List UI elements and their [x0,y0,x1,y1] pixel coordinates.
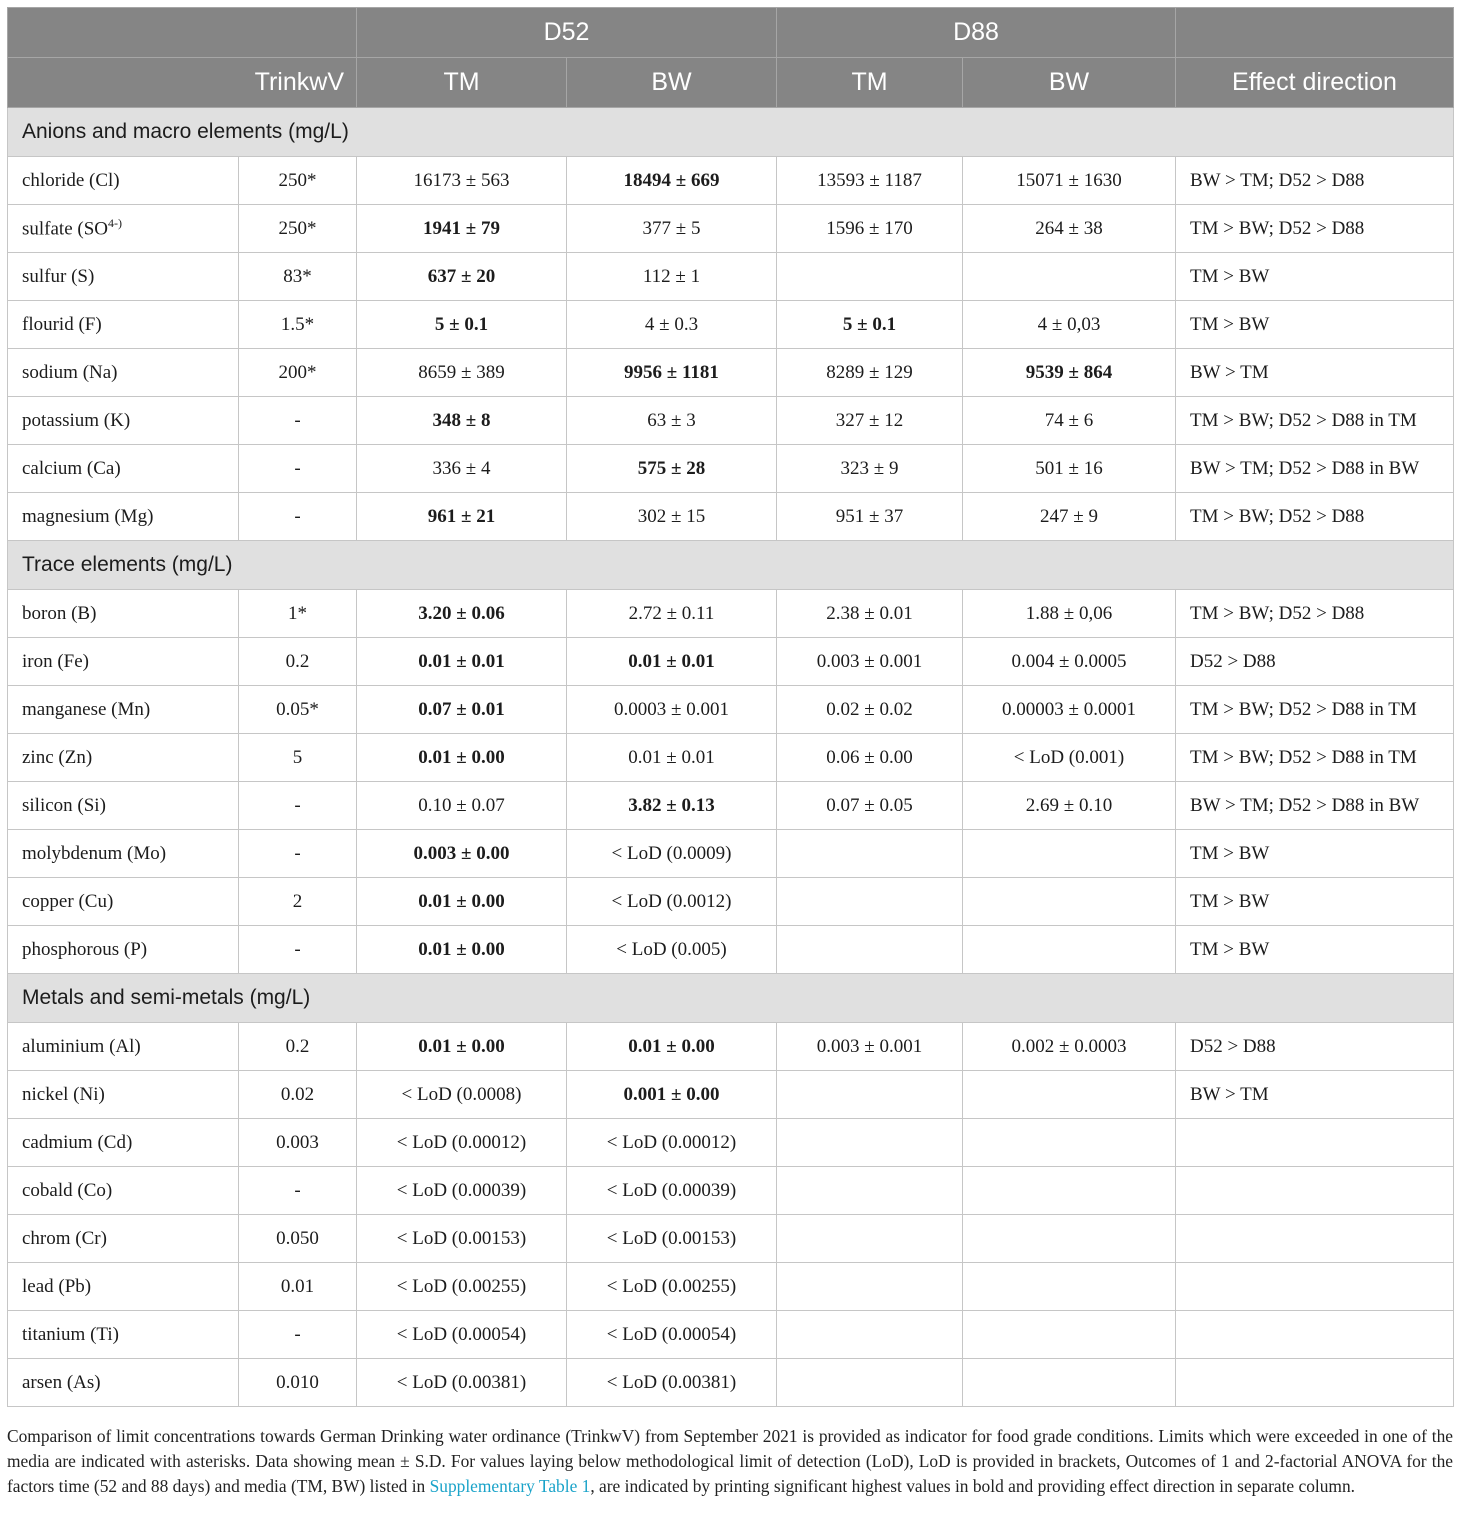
header-d88-tm: TM [777,58,963,108]
element-name-cell [8,830,239,878]
cell-effect-direction [1176,1263,1454,1311]
header-group-d52: D52 [357,8,777,58]
table-row [8,253,1454,301]
header-d88-bw: BW [963,58,1176,108]
cell-effect-direction: BW > TM [1176,349,1454,397]
element-name-cell [8,1023,239,1071]
element-name: phosphorous (P) [22,938,148,960]
table-row [8,1023,1454,1071]
cell-d88-bw: < LoD (0.001) [963,734,1176,782]
element-name-cell [8,253,239,301]
cell-d52-tm: < LoD (0.0008) [357,1071,567,1119]
cell-d52-bw: 3.82 ± 0.13 [567,782,777,830]
table-row [8,1359,1454,1407]
header-empty-cell-right [1176,8,1454,58]
cell-effect-direction [1176,1119,1454,1167]
element-name-superscript: 4-) [108,216,123,231]
table-row [8,638,1454,686]
table-row [8,1263,1454,1311]
section-header-row [8,541,1454,590]
cell-effect-direction: TM > BW; D52 > D88 in TM [1176,734,1454,782]
element-name: zinc (Zn) [22,746,93,768]
cell-trinkwv: - [239,782,357,830]
cell-d52-tm: 0.07 ± 0.01 [357,686,567,734]
cell-d88-bw [963,1119,1176,1167]
cell-d88-tm: 327 ± 12 [777,397,963,445]
cell-d88-tm: 951 ± 37 [777,493,963,541]
element-name: boron (B) [22,602,97,624]
cell-effect-direction: BW > TM; D52 > D88 in BW [1176,782,1454,830]
cell-d52-bw: 0.0003 ± 0.001 [567,686,777,734]
cell-effect-direction [1176,1215,1454,1263]
cell-effect-direction: TM > BW; D52 > D88 [1176,590,1454,638]
cell-d52-tm: < LoD (0.00054) [357,1311,567,1359]
element-name: cobald (Co) [22,1179,113,1201]
element-name: sulfur (S) [22,265,95,287]
cell-effect-direction [1176,1167,1454,1215]
cell-d88-bw [963,1359,1176,1407]
cell-d52-bw: < LoD (0.00381) [567,1359,777,1407]
cell-d88-bw [963,1071,1176,1119]
table-row [8,1215,1454,1263]
cell-d88-tm [777,1119,963,1167]
header-empty-cell [8,8,357,58]
header-effect-direction: Effect direction [1176,58,1454,108]
cell-d88-tm: 8289 ± 129 [777,349,963,397]
element-name-cell [8,157,239,205]
cell-d88-tm: 0.07 ± 0.05 [777,782,963,830]
cell-trinkwv: 0.01 [239,1263,357,1311]
section-title: Anions and macro elements (mg/L) [8,108,1454,157]
element-name: arsen (As) [22,1371,101,1393]
section-title: Metals and semi-metals (mg/L) [8,974,1454,1023]
cell-d88-tm [777,1311,963,1359]
cell-effect-direction: D52 > D88 [1176,638,1454,686]
element-name-cell [8,926,239,974]
element-name-cell [8,1359,239,1407]
cell-d88-bw: 15071 ± 1630 [963,157,1176,205]
element-name-cell [8,638,239,686]
element-name: nickel (Ni) [22,1083,105,1105]
element-name: sodium (Na) [22,361,118,383]
cell-d52-tm: < LoD (0.00381) [357,1359,567,1407]
cell-d52-tm: 961 ± 21 [357,493,567,541]
element-name-cell [8,349,239,397]
cell-d52-bw: 0.01 ± 0.01 [567,734,777,782]
cell-d52-bw: 18494 ± 669 [567,157,777,205]
cell-d88-tm [777,253,963,301]
table-row [8,349,1454,397]
cell-d88-tm [777,1167,963,1215]
cell-d52-bw: 112 ± 1 [567,253,777,301]
table-container [7,7,1453,1407]
header-trinkwv: TrinkwV [8,58,357,108]
cell-d88-tm: 5 ± 0.1 [777,301,963,349]
cell-trinkwv: - [239,830,357,878]
table-row [8,1119,1454,1167]
cell-trinkwv: 0.050 [239,1215,357,1263]
cell-d52-bw: 0.01 ± 0.01 [567,638,777,686]
element-name: lead (Pb) [22,1275,92,1297]
element-name: molybdenum (Mo) [22,842,167,864]
caption-text-end: , are indicated by printing significant highest values in bold and providing effect direction in separate column. [590,1476,1355,1496]
cell-effect-direction: TM > BW [1176,253,1454,301]
cell-trinkwv: 0.2 [239,1023,357,1071]
cell-d88-bw: 247 ± 9 [963,493,1176,541]
cell-effect-direction: BW > TM; D52 > D88 [1176,157,1454,205]
table-row [8,782,1454,830]
table-row [8,878,1454,926]
element-name-cell [8,205,239,253]
cell-trinkwv: 1.5* [239,301,357,349]
element-name-cell [8,1215,239,1263]
cell-d52-tm: 336 ± 4 [357,445,567,493]
cell-d52-tm: 3.20 ± 0.06 [357,590,567,638]
cell-d88-tm: 0.003 ± 0.001 [777,1023,963,1071]
cell-d88-bw: 0.004 ± 0.0005 [963,638,1176,686]
cell-d52-bw: < LoD (0.00039) [567,1167,777,1215]
element-name-cell [8,1167,239,1215]
cell-d52-tm: 0.01 ± 0.01 [357,638,567,686]
cell-d88-bw: 9539 ± 864 [963,349,1176,397]
element-name-cell [8,686,239,734]
cell-d88-bw: 2.69 ± 0.10 [963,782,1176,830]
cell-d52-tm: 0.01 ± 0.00 [357,878,567,926]
cell-trinkwv: 250* [239,205,357,253]
element-name: manganese (Mn) [22,698,151,720]
cell-d88-bw [963,830,1176,878]
cell-d52-tm: 0.01 ± 0.00 [357,734,567,782]
cell-trinkwv: 0.010 [239,1359,357,1407]
element-name: aluminium (Al) [22,1035,141,1057]
cell-d52-bw: < LoD (0.00012) [567,1119,777,1167]
cell-d88-bw [963,926,1176,974]
cell-trinkwv: 1* [239,590,357,638]
cell-trinkwv: 200* [239,349,357,397]
cell-trinkwv: - [239,493,357,541]
cell-d88-tm: 0.003 ± 0.001 [777,638,963,686]
cell-trinkwv: 5 [239,734,357,782]
element-name: magnesium (Mg) [22,505,154,527]
element-concentration-table [7,7,1454,1407]
cell-d88-bw [963,1215,1176,1263]
cell-trinkwv: 0.05* [239,686,357,734]
table-row [8,397,1454,445]
cell-d52-bw: 575 ± 28 [567,445,777,493]
table-row [8,1311,1454,1359]
cell-d88-tm: 0.02 ± 0.02 [777,686,963,734]
cell-d52-tm: 0.01 ± 0.00 [357,1023,567,1071]
element-name: copper (Cu) [22,890,114,912]
cell-trinkwv: 2 [239,878,357,926]
cell-d52-bw: 0.01 ± 0.00 [567,1023,777,1071]
caption-text: Comparison of limit concentrations towards German Drinking water ordinance (TrinkwV) from September 2021 is provided as indicator for food grade conditions. Limits which were exceeded in one of the media are indicated with asterisks. Data showing mean ± S.D. For values laying below methodological limit of detection (LoD), LoD is provided in brackets, Outcomes of 1 and 2-factorial ANOVA for the factors time (52 and 88 days) and media (TM, BW) listed in [7,1426,1453,1496]
header-d52-bw: BW [567,58,777,108]
cell-d52-bw: < LoD (0.0012) [567,878,777,926]
cell-d52-bw: 2.72 ± 0.11 [567,590,777,638]
element-name-cell [8,1263,239,1311]
element-name: potassium (K) [22,409,131,431]
table-row [8,301,1454,349]
cell-d52-bw: < LoD (0.00153) [567,1215,777,1263]
table-row [8,493,1454,541]
cell-trinkwv: - [239,926,357,974]
element-name-cell [8,397,239,445]
cell-d52-tm: 5 ± 0.1 [357,301,567,349]
cell-trinkwv: - [239,397,357,445]
cell-d52-bw: 9956 ± 1181 [567,349,777,397]
cell-effect-direction: TM > BW [1176,301,1454,349]
element-name: chloride (Cl) [22,169,120,191]
element-name-cell [8,782,239,830]
cell-d52-tm: < LoD (0.00012) [357,1119,567,1167]
cell-effect-direction [1176,1311,1454,1359]
cell-effect-direction: TM > BW; D52 > D88 in TM [1176,686,1454,734]
table-row [8,734,1454,782]
cell-d52-tm: < LoD (0.00255) [357,1263,567,1311]
cell-d52-bw: < LoD (0.005) [567,926,777,974]
cell-d88-tm: 0.06 ± 0.00 [777,734,963,782]
element-name: cadmium (Cd) [22,1131,133,1153]
element-name: chrom (Cr) [22,1227,107,1249]
cell-d88-tm [777,926,963,974]
cell-d88-tm [777,1359,963,1407]
section-header-row [8,108,1454,157]
table-row [8,445,1454,493]
table-row [8,1071,1454,1119]
cell-d88-tm: 13593 ± 1187 [777,157,963,205]
element-name: iron (Fe) [22,650,90,672]
cell-d52-tm: 1941 ± 79 [357,205,567,253]
element-name-cell [8,734,239,782]
cell-d88-bw [963,253,1176,301]
table-row [8,157,1454,205]
element-name: silicon (Si) [22,794,106,816]
cell-d88-tm: 323 ± 9 [777,445,963,493]
cell-d88-tm: 1596 ± 170 [777,205,963,253]
table-caption [7,1424,1453,1499]
element-name-cell [8,1119,239,1167]
cell-trinkwv: 250* [239,157,357,205]
cell-d88-bw: 501 ± 16 [963,445,1176,493]
table-row [8,205,1454,253]
cell-d88-bw [963,1311,1176,1359]
section-header-row [8,974,1454,1023]
header-group-d88: D88 [777,8,1176,58]
element-name: titanium (Ti) [22,1323,119,1345]
cell-trinkwv: 83* [239,253,357,301]
cell-d88-tm [777,1263,963,1311]
cell-d88-tm [777,830,963,878]
cell-d88-bw [963,1263,1176,1311]
cell-d52-tm: 0.01 ± 0.00 [357,926,567,974]
cell-effect-direction: TM > BW; D52 > D88 [1176,205,1454,253]
header-group-row [8,8,1454,58]
cell-d52-tm: < LoD (0.00039) [357,1167,567,1215]
cell-d52-bw: 63 ± 3 [567,397,777,445]
cell-trinkwv: 0.003 [239,1119,357,1167]
table-row [8,590,1454,638]
cell-effect-direction: D52 > D88 [1176,1023,1454,1071]
cell-d52-tm: 0.003 ± 0.00 [357,830,567,878]
cell-effect-direction [1176,1359,1454,1407]
section-title: Trace elements (mg/L) [8,541,1454,590]
cell-d52-bw: < LoD (0.00054) [567,1311,777,1359]
cell-trinkwv: - [239,445,357,493]
element-name: calcium (Ca) [22,457,121,479]
cell-d88-bw: 4 ± 0,03 [963,301,1176,349]
table-row [8,686,1454,734]
header-column-row [8,58,1454,108]
supplementary-table-link[interactable]: Supplementary Table 1 [429,1476,591,1496]
element-name-cell [8,878,239,926]
cell-d52-bw: 302 ± 15 [567,493,777,541]
cell-effect-direction: BW > TM [1176,1071,1454,1119]
element-name: sulfate (SO [22,218,109,240]
table-body [8,108,1454,1407]
table-row [8,1167,1454,1215]
cell-trinkwv: 0.2 [239,638,357,686]
cell-d52-tm: < LoD (0.00153) [357,1215,567,1263]
cell-d88-tm [777,1071,963,1119]
cell-d52-tm: 8659 ± 389 [357,349,567,397]
cell-d88-tm: 2.38 ± 0.01 [777,590,963,638]
cell-d88-bw: 1.88 ± 0,06 [963,590,1176,638]
cell-d52-tm: 637 ± 20 [357,253,567,301]
table-row [8,830,1454,878]
table-header [8,8,1454,108]
cell-effect-direction: TM > BW; D52 > D88 [1176,493,1454,541]
cell-d88-tm [777,878,963,926]
cell-d52-tm: 16173 ± 563 [357,157,567,205]
cell-effect-direction: TM > BW; D52 > D88 in TM [1176,397,1454,445]
cell-trinkwv: - [239,1311,357,1359]
element-name-cell [8,1311,239,1359]
cell-d52-bw: 0.001 ± 0.00 [567,1071,777,1119]
cell-d88-bw: 0.002 ± 0.0003 [963,1023,1176,1071]
cell-d52-tm: 348 ± 8 [357,397,567,445]
element-name-cell [8,493,239,541]
cell-d88-bw: 74 ± 6 [963,397,1176,445]
element-name-cell [8,301,239,349]
cell-trinkwv: - [239,1167,357,1215]
table-row [8,926,1454,974]
cell-d52-bw: 377 ± 5 [567,205,777,253]
cell-d88-tm [777,1215,963,1263]
cell-trinkwv: 0.02 [239,1071,357,1119]
cell-d52-tm: 0.10 ± 0.07 [357,782,567,830]
cell-d52-bw: < LoD (0.00255) [567,1263,777,1311]
element-name-cell [8,445,239,493]
cell-d88-bw: 0.00003 ± 0.0001 [963,686,1176,734]
cell-effect-direction: TM > BW [1176,830,1454,878]
cell-d52-bw: 4 ± 0.3 [567,301,777,349]
element-name: flourid (F) [22,313,102,335]
element-name-cell [8,590,239,638]
cell-effect-direction: TM > BW [1176,926,1454,974]
cell-d88-bw [963,1167,1176,1215]
cell-d88-bw [963,878,1176,926]
cell-effect-direction: BW > TM; D52 > D88 in BW [1176,445,1454,493]
cell-d88-bw: 264 ± 38 [963,205,1176,253]
cell-effect-direction: TM > BW [1176,878,1454,926]
element-name-cell [8,1071,239,1119]
cell-d52-bw: < LoD (0.0009) [567,830,777,878]
header-d52-tm: TM [357,58,567,108]
